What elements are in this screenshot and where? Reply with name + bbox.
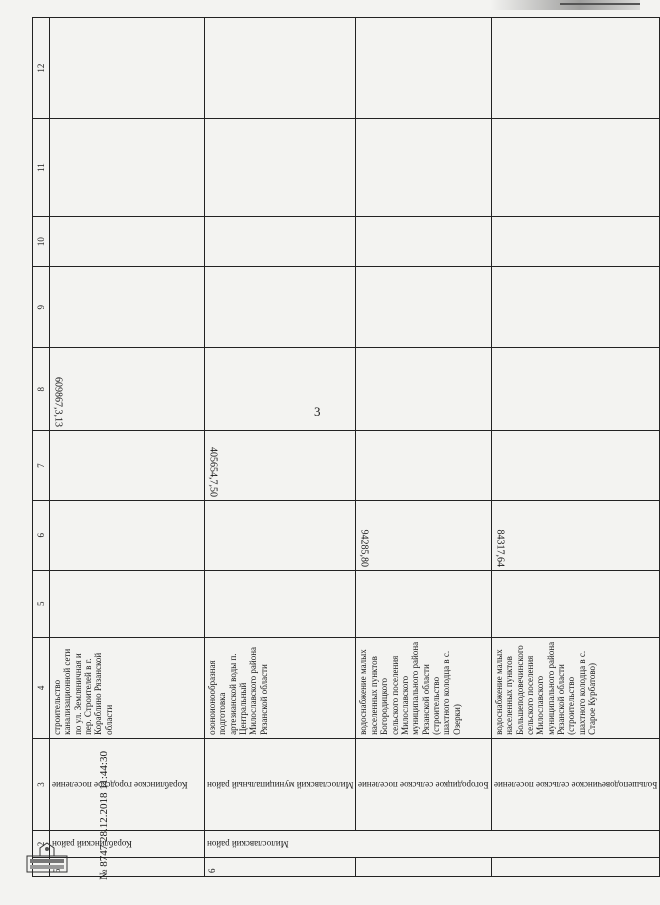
cell-col-10	[492, 216, 660, 267]
cell-col-9	[356, 267, 492, 348]
table-row	[205, 18, 356, 877]
col-header-2: 2	[33, 830, 50, 857]
project-description: строительство канализационной сети по ул. Земляничная и пер. Строителей в г. Кораблино Рязанской области	[50, 637, 205, 738]
amount-col-6	[492, 500, 660, 570]
col-header-3: 3	[33, 738, 50, 830]
col-header-11: 11	[33, 119, 50, 217]
page-number: 3	[314, 404, 321, 419]
table-row	[50, 18, 205, 877]
cell-col-8	[356, 348, 492, 431]
cell-col-8	[492, 348, 660, 431]
project-description: водоснабжение малых населенных пунктов Богородицкого сельского поселения Милославского муниципального района Рязанской области (строительство шахтного колодца в с. Озерки)	[356, 637, 492, 738]
cell-col-7	[50, 431, 205, 501]
amount-col-6	[356, 500, 492, 570]
amount-col-8	[50, 348, 205, 431]
district-cell	[205, 830, 660, 857]
col-header-5: 5	[33, 570, 50, 637]
cell-col-11	[492, 119, 660, 217]
col-header-8: 8	[33, 348, 50, 431]
scan-artifact	[490, 0, 640, 10]
cell-col-5	[50, 570, 205, 637]
project-description: озоноионообразная подготовка артезианской воды п. Центральный Милославского района Рязанской области	[205, 637, 356, 738]
cell-col-12	[356, 18, 492, 119]
registration-note: № 8747 28.12.2018 11:44:30	[98, 751, 110, 880]
cell-col-7	[356, 431, 492, 501]
cell-col-5	[356, 570, 492, 637]
settlement-cell	[492, 738, 660, 830]
cell-col-12	[50, 18, 205, 119]
registry-stamp-logo	[26, 840, 68, 874]
table-row	[492, 18, 660, 877]
district-name: Кораблинский район	[52, 839, 132, 850]
cell-col-11	[356, 119, 492, 217]
col-header-12: 12	[33, 18, 50, 119]
scan-artifact-line	[560, 3, 640, 5]
settlement-cell	[356, 738, 492, 830]
project-description: водоснабжение малых населенных пунктов Большеподовечинского сельского поселения Милославского муниципального района Рязанской области (строительство шахтного колодца в с. Старое Курбатово)	[492, 637, 660, 738]
cell-col-9	[50, 267, 205, 348]
settlement-cell	[205, 738, 356, 830]
cell-col-6	[205, 500, 356, 570]
col-header-9: 9	[33, 267, 50, 348]
row-number	[492, 857, 660, 876]
settlement-name: Кораблинское городское поселение	[52, 779, 188, 790]
amount-value: 84317,64	[494, 529, 506, 567]
amount-value: 405654,7,50	[207, 446, 219, 497]
header-row	[33, 18, 50, 877]
settlement-cell	[50, 738, 205, 830]
col-header-7: 7	[33, 431, 50, 501]
col-header-4: 4	[33, 637, 50, 738]
cell-col-10	[205, 216, 356, 267]
amount-col-7	[205, 431, 356, 501]
district-cell	[50, 830, 205, 857]
amount-value: 94285,80	[358, 529, 370, 567]
cell-col-10	[356, 216, 492, 267]
table-row	[356, 18, 492, 877]
amount-value: 609867,3,13	[52, 377, 64, 428]
cell-col-7	[492, 431, 660, 501]
cell-col-11	[205, 119, 356, 217]
cell-col-12	[205, 18, 356, 119]
cell-col-6	[50, 500, 205, 570]
cell-col-11	[50, 119, 205, 217]
row-number: 6	[205, 857, 356, 876]
rotated-table-container	[32, 17, 658, 877]
row-number	[356, 857, 492, 876]
cell-col-12	[492, 18, 660, 119]
funding-table	[32, 17, 660, 877]
cell-col-9	[205, 267, 356, 348]
settlement-name: Большеподовечинское сельское поселение	[494, 779, 658, 790]
col-header-6: 6	[33, 500, 50, 570]
cell-col-5	[205, 570, 356, 637]
cell-col-5	[492, 570, 660, 637]
col-header-10: 10	[33, 216, 50, 267]
settlement-name: Милославский муниципальный район	[207, 779, 354, 790]
row-number: 5	[50, 857, 205, 876]
district-name: Милославский район	[207, 839, 289, 850]
cell-col-8	[205, 348, 356, 431]
cell-col-10	[50, 216, 205, 267]
cell-col-9	[492, 267, 660, 348]
settlement-name: Богородицкое сельское поселение	[358, 779, 490, 790]
